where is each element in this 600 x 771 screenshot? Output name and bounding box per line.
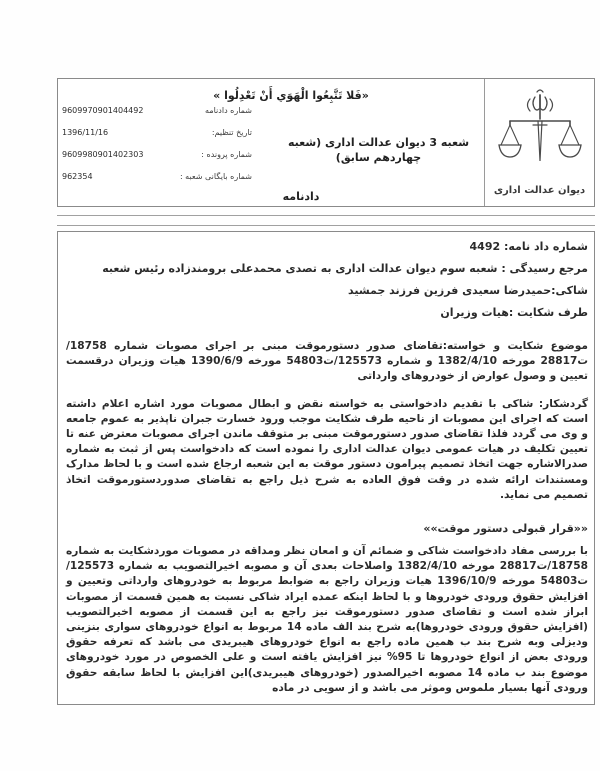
header-box: [57, 78, 595, 207]
court-logo-cell: [484, 79, 594, 206]
issue-date-value: 1396/11/16: [62, 128, 109, 137]
procedure-paragraph: گردشکار: شاکی با تقدیم دادخواستی به خواسته نقض و ابطال مصوبات مورد اشاره اعلام داشته است که اجرای این مصوبات از ناحیه طرف شکایت موجب ورود خسارت جبران ناپذیر به عموم جامعه و وی می گردد فلذا تقاضای صدور دستورموقت مبنی بر متوقف ماندن اجرای مصوبات معترض عنه تا تعیین تکلیف در هیات عمومی دیوان عدالت اداری را نموده است که دادخواست پس از ثبت به شماره صدرالاشاره جهت اتخاذ تصمیم پیرامون دستور موقت به این شعبه ارجاع شده است و با لحاظ مدارک ومستندات ارائه شده در وقت فوق العاده به شرح ذیل راجع به تقاضای صدوردستورموقت اتخاذ تصمیم می نماید.: [66, 397, 588, 501]
justice-scales-emblem-icon: [497, 83, 583, 183]
defendant-line: طرف شکایت :هیات وزیران: [440, 306, 588, 319]
field-row-issue-date: [62, 128, 252, 150]
judgment-number-value: 9609970901404492: [62, 106, 144, 115]
case-number-value: 9609980901402303: [62, 150, 144, 159]
archive-number-value: 962354: [62, 172, 93, 181]
archive-number-label: شماره بایگانی شعبه :: [179, 172, 252, 181]
case-number-label: شماره پرونده :: [201, 150, 252, 159]
plaintiff-line: شاکی:حمیدرضا سعیدی فرزین فرزند جمشید: [348, 284, 588, 297]
logo-caption: دیوان عدالت اداری: [493, 185, 586, 196]
header-fields: [62, 106, 252, 194]
quran-verse: «فَلا تَتَّبِعُوا الْهَوَي أَنْ تَعْدِلُوا »: [213, 89, 369, 102]
issue-date-label: تاریخ تنظیم:: [211, 128, 252, 137]
ruling-heading: ««قرار قبولی دستور موقت»»: [423, 522, 588, 536]
authority-line: مرجع رسیدگی : شعبه سوم دیوان عدالت اداری به تصدی محمدعلی برومندزاده رئیس شعبه: [102, 262, 588, 275]
ruling-paragraph: با بررسی مفاد دادخواست شاکی و ضمائم آن و امعان نظر ومداقه در مصوبات موردشکایت به شماره 18758/ت28817 مورخه 1382/4/10 واصلاحات بعدی آن و مصوبه اخیرالتصویب به شماره 125573/ت54803 مورخه 1396/10/9 هیات وزیران راجع به ضوابط مربوط به خودروهای وارداتی وتعیین و افزایش حقوق ورودی خودروها و با لحاظ اینکه عمده ایراد شاکی نسبت به همین قسمت از مصوبات ابراز شده است و تقاضای صدور دستورموقت نیز راجع به این قسمت از مصوبه اخیرالتصویب (افزایش حقوق ورودی خودروها)به شرح بند الف ماده 14 مربوط به انواع خودروهای سواری بنزینی ودیزلی وبه شرح بند ب همین ماده راجع به انواع خودروهای هیبریدی می باشد که تعرفه حقوق ورودی بعض از انواع خودروها تا 95% نیز افزایش یافته است و علی الخصوص در مورد خودروهای موضوع بند ب ماده 14 مصوبه اخیرالصدور (خودروهای هیبریدی)این افزایش با لحاظ سابقه حقوق ورودی آنها بسیار ملموس وموثر می باشد و از سویی در ماده: [66, 545, 589, 694]
field-row-judgment-number: [62, 106, 252, 128]
field-row-case-number: [62, 150, 252, 172]
separator-row-2: [57, 216, 595, 226]
subject-paragraph: موضوع شکایت و خواسته:تقاضای صدور دستورموقت مبنی بر اجرای مصوبات شماره 18758/ت28817 مورخه 1382/4/10 و شماره 125573/ت54803 مورخه 1390/6/9 هیات وزیران درقسمت تعیین و وصول عوارض از خودروهای وارداتی: [66, 340, 588, 383]
judgment-body-box: [57, 231, 595, 705]
case-number-line: شماره داد نامه: 4492: [469, 240, 588, 253]
doc-title: دادنامه: [282, 190, 320, 203]
document-frame: [57, 78, 595, 705]
judgment-number-label: شماره دادنامه: [205, 106, 252, 115]
branch-title: شعبه 3 دیوان عدالت اداری (شعبه چهاردهم سابق): [287, 136, 470, 164]
separator-row-1: [57, 207, 595, 216]
